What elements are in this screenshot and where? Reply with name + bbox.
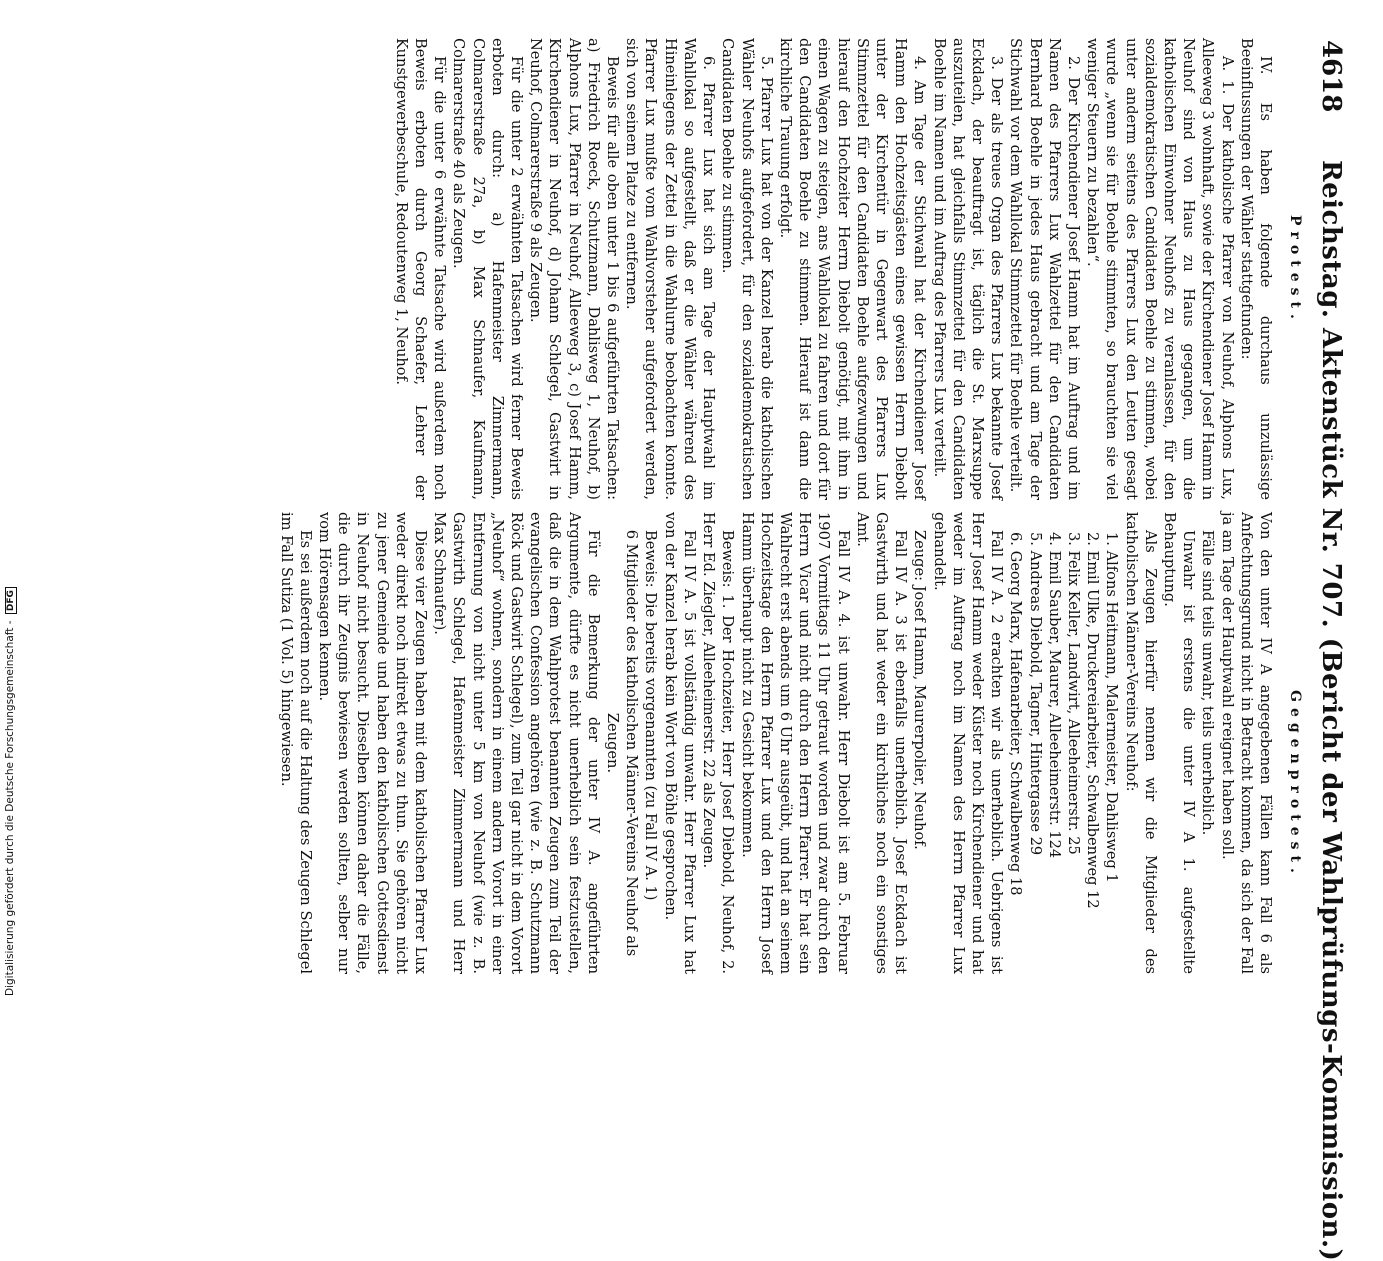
page-header bbox=[1306, 30, 1346, 1261]
header-title: Reichstag. Aktenstück Nr. 707. (Bericht der Wahlprüfungs-Kommission.) bbox=[1316, 160, 1346, 1261]
page-number: 4618 bbox=[1316, 40, 1346, 113]
gegenprotest-paragraph: 2. Emil Ulke, Druckereiarbeiter, Schwalbenweg 12 bbox=[1084, 532, 1102, 909]
protest-paragraph: 3. Der als treues Organ des Pfarrers Lux bekannte Josef Eckdach, der beauftragt ist, täglich die St. Marxsuppe auszuteilen, hat gleichfalls Stimmzettel für den Candidaten Boehle im Namen und im Auftrag des Pfarrers Lux verteilt. bbox=[930, 38, 1006, 500]
protest-column bbox=[392, 38, 1275, 500]
gegenprotest-paragraph: Beweis: Die bereits vorgenannten (zu Fall IV A. 1) bbox=[642, 530, 660, 901]
gegenprotest-paragraph: Fall IV A. 4. ist unwahr. Herr Diebolt ist am 5. Februar 1907 Vormittags 11 Uhr getraut worden und zwar durch den Herrn Vicar und nicht durch den Herrn Pfarrer. Er hat sein Wahlrecht erst abends um 6 Uhr ausgeübt, und hat an seinem Hochzeitstage den Herrn Pfarrer Lux und den Herrn Josef Hamm überhaupt nicht zu Gesicht bekommen. bbox=[738, 512, 852, 974]
protest-paragraph: 6. Pfarrer Lux hat sich am Tage der Hauptwahl im Wahllokal so aufgestellt, daß er die Wähler während des Hineinlegens der Zettel in die Wahlurne beobachten konnte. Pfarrer Lux mußte vom Wahlvorsteher aufgefordert werden, sich von seinem Platze zu entfernen. bbox=[623, 38, 718, 500]
gegenprotest-paragraph: 4. Emil Sauber, Maurer, Alleeheimerstr. 124 bbox=[1045, 532, 1063, 859]
gegenprotest-paragraph: 3. Felix Keller, Landwirt, Alleeheimerstr. 25 bbox=[1064, 532, 1082, 855]
dfg-logo: DFG bbox=[5, 587, 17, 614]
gegenprotest-paragraph: Zeuge: Josef Hamm, Maurerpolier, Neuhof. bbox=[911, 530, 929, 850]
protest-heading: Protest. bbox=[1287, 215, 1303, 325]
gegenprotest-paragraph: 5. Andreas Diebold, Tagner, Hintergasse 29 bbox=[1026, 532, 1044, 856]
protest-paragraph: Für die unter 2 erwähnten Tatsachen wird ferner Beweis erboten durch: a) Hafenmeister Zimmermann, Colmarerstraße 27a, b) Max Schnaufer, Kaufmann, Colmarerstraße 40 als Zeugen. bbox=[450, 38, 526, 500]
gegenprotest-paragraph: Für die Bemerkung der unter IV A. angeführten Argumente, dürfte es nicht unerheblich sein festzustellen, daß die in dem Wahlprotest benannten Zeugen zum Teil der evangelischen Confession angehören (wie z. B. Schutzmann Röck und Gastwirt Schlegel), zum Teil gar nicht in dem Vorort „Neuhof“ wohnen, sondern in einem andern Vorort in einer Entfernung von nicht unter 5 km von Neuhof (wie z. B. Gastwirth Schlegel, Hafenmeister Zimmermann und Herr Max Schnaufer). bbox=[431, 512, 602, 974]
gegenprotest-paragraph: 6 Mitglieder des katholischen Männer-Vereins Neuhof als Zeugen. bbox=[604, 529, 641, 957]
gegenprotest-paragraph: Fall IV A. 3 ist ebenfalls unerheblich. Josef Eckdach ist Gastwirth und hat weder ein kirchliches noch ein sonstiges Amt. bbox=[853, 512, 910, 974]
gegenprotest-paragraph: Es sei außerdem noch auf die Haltung des Zeugen Schlegel im Fall Sutiza (1 Vol. 5) hingewiesen. bbox=[277, 512, 314, 974]
gegenprotest-paragraph: Fall IV A. 2 erachten wir als unerheblich. Uebrigens ist Herr Josef Hamm weder Küster noch Kirchendiener und hat weder im Auftrag noch im Namen des Herrn Pfarrer Lux gehandelt. bbox=[930, 512, 1006, 974]
protest-paragraph: IV. Es haben folgende durchaus unzulässige Beeinflussungen der Wähler stattgefunden: bbox=[1237, 38, 1274, 500]
dfg-footer bbox=[4, 587, 17, 996]
gegenprotest-paragraph: Von den unter IV A angegebenen Fällen kann Fall 6 als Anfechtungsgrund nicht in Betracht kommen, da sich der Fall ja am Tage der Hauptwahl ereignet haben soll. bbox=[1218, 512, 1274, 974]
gegenprotest-paragraph: Fälle sind teils unwahr, teils unerheblich. bbox=[1199, 530, 1217, 836]
gegenprotest-paragraph: Als Zeugen hierfür nennen wir die Mitglieder des katholischen Männer-Vereins Neuhof: bbox=[1122, 512, 1159, 974]
gegenprotest-paragraph: 6. Georg Marx, Hafenarbeiter, Schwalbenweg 18 bbox=[1007, 532, 1025, 896]
protest-paragraph: A. 1. Der katholische Pfarrer von Neuhof, Alphons Lux, Alleeweg 3 wohnhaft, sowie der Kirchendiener Josef Hamm in Neuhof sind von Haus zu Haus gegangen, um die katholischen Einwohner Neuhofs zu veranlassen, für den sozialdemokratischen Candidaten Boehle zu stimmen, wobei unter anderm seitens des Pfarrers Lux den Leuten gesagt wurde „wenn sie für Boehle stimmten, so brauchten sie viel weniger Steuern zu bezahlen“. bbox=[1084, 38, 1236, 500]
dfg-footer-text: Digitalisierung gefördert durch die Deutsche Forschungsgemeinschaft - bbox=[4, 620, 16, 996]
gegenprotest-paragraph: 1. Alfons Heitmann, Malermeister, Dahlisweg 1 bbox=[1103, 532, 1121, 883]
gegenprotest-paragraph: Beweis: 1. Der Hochzeiter, Herr Josef Diebold, Neuhof, 2. Herr Ed. Ziegler, Alleeheimerstr. 22 als Zeugen. bbox=[700, 512, 737, 974]
gegenprotest-paragraph: Unwahr ist erstens die unter IV A 1. aufgestellte Behauptung. bbox=[1160, 512, 1198, 974]
protest-paragraph: 4. Am Tage der Stichwahl hat der Kirchendiener Josef Hamm den Hochzeitsgästen eines gewissen Herrn Diebolt unter der Kirchentür in Gegenwart des Pfarrers Lux Stimmzettel für den Candidaten Boehle aufgezwungen und hierauf den Hochzeiter Herrn Diebolt genötigt, mit ihm in einen Wagen zu steigen, ans Wahllokal zu fahren und dort für den Candidaten Boehle zu stimmen. Hierauf ist dann die kirchliche Trauung erfolgt. bbox=[776, 38, 929, 500]
gegenprotest-paragraph: Diese vier Zeugen haben mit dem katholischen Pfarrer Lux weder direkt noch indirekt etwas zu thun. Sie gehören nicht zu jener Gemeinde und haben den katholischen Gottesdienst in Neuhof nicht besucht. Dieselben können daher die Fälle, die durch ihr Zeugnis bewiesen werden sollten, selber nur vom Hörensagen kennen. bbox=[316, 512, 430, 974]
gegenprotest-heading: Gegenprotest. bbox=[1287, 690, 1303, 879]
gegenprotest-paragraph: Fall IV A. 5 ist vollständig unwahr. Herr Pfarrer Lux hat von der Kanzel herab kein Wort von Böhle gesprochen. bbox=[661, 512, 698, 974]
protest-paragraph: 5. Pfarrer Lux hat von der Kanzel herab die katholischen Wähler Neuhofs aufgefordert, für den sozialdemokratischen Candidaten Boehle zu stimmen. bbox=[719, 38, 775, 500]
protest-paragraph: Beweis für alle oben unter 1 bis 6 aufgeführten Tatsachen: a) Friedrich Roeck, Schutzmann, Dahlisweg 1, Neuhof, b) Alphons Lux, Pfarrer in Neuhof, Alleeweg 3, c) Josef Hamm, Kirchendiener in Neuhof, d) Johann Schlegel, Gastwirt in Neuhof, Colmarerstraße 9 als Zeugen. bbox=[527, 38, 622, 500]
protest-paragraph: Für die unter 6 erwähnte Tatsache wird außerdem noch Beweis erboten durch Georg Schaefer, Lehrer der Kunstgewerbeschule, Redoutenweg 1, Neuhof. bbox=[392, 38, 449, 500]
protest-paragraph: 2. Der Kirchendiener Josef Hamm hat im Auftrag und im Namen des Pfarrers Lux Wahlzettel für den Candidaten Bernhard Boehle in jedes Haus gebracht und am Tage der Stichwahl vor dem Wahllokal Stimmzettel für Boehle verteilt. bbox=[1007, 38, 1082, 500]
gegenprotest-column bbox=[276, 512, 1275, 974]
